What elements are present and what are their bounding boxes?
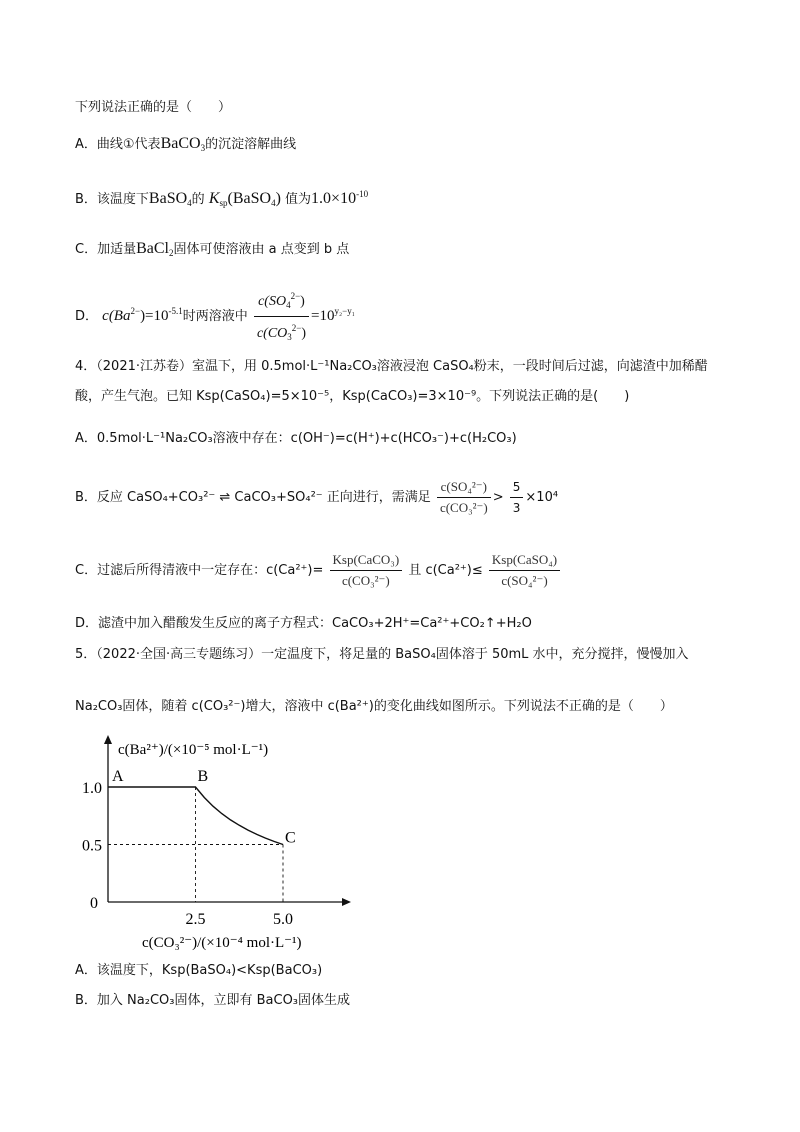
ratio-denominator xyxy=(254,317,309,348)
q4c-num2: Ksp(CaSO₄) xyxy=(489,550,560,571)
conc-sup: 2− xyxy=(130,306,141,316)
option-d-text: D． xyxy=(75,309,99,324)
question-prompt xyxy=(75,99,231,117)
option-c-post: 固体可使溶液由 a 点变到 b 点 xyxy=(173,242,350,257)
option-b xyxy=(75,185,368,212)
formula-text: BaCO xyxy=(160,135,201,152)
option-b-mid: 的 xyxy=(191,192,205,207)
ratio-value xyxy=(311,308,355,324)
den-sub: 3 xyxy=(287,332,292,342)
option-b-valpre: 值为 xyxy=(285,192,312,207)
formula-baso4 xyxy=(149,190,192,207)
q5-line2 xyxy=(75,698,673,716)
prompt-text: 下列说法正确的是（ ） xyxy=(75,100,232,115)
den-close: ) xyxy=(301,326,307,341)
q4-option-c xyxy=(75,550,562,591)
q5-option-b xyxy=(75,992,350,1010)
q4-option-b-text: B．反应 CaSO₄+CO₃²⁻ ⇌ CaCO₃+SO₄²⁻ 正向进行，需满足 xyxy=(75,490,431,505)
y-axis-arrow xyxy=(104,735,112,744)
formula-sub: 3 xyxy=(200,143,206,153)
y-tick-label: 1.0 xyxy=(82,780,102,797)
q4b-numerator: c(SO₄²⁻) xyxy=(437,477,491,498)
q5-option-a-text: A．该温度下，Ksp(BaSO₄)<Ksp(BaCO₃) xyxy=(75,963,323,978)
option-d-mid: 时两溶液中 xyxy=(182,309,248,324)
ksp-expression xyxy=(209,190,281,207)
q5-line2-text: Na₂CO₃固体，随着 c(CO₃²⁻)增大，溶液中 c(Ba²⁺)的变化曲线如图所示。下列说法不正确的是（ ） xyxy=(75,699,673,714)
q5-option-a xyxy=(75,962,322,980)
ksp-paren-close: ) xyxy=(275,190,281,207)
option-a-post: 的沉淀溶解曲线 xyxy=(205,137,297,152)
q5-line1 xyxy=(75,646,689,664)
conc-text: c(Ba xyxy=(102,308,131,324)
x-axis-title: c(CO₃²⁻)/(×10⁻⁴ mol·L⁻¹) xyxy=(142,935,302,951)
formula-baco3 xyxy=(161,135,206,152)
q4b-five-thirds xyxy=(510,477,524,518)
formula-text: BaCl xyxy=(136,240,169,257)
q4b-fden: 3 xyxy=(512,501,521,515)
q5-option-b-text: B．加入 Na₂CO₃固体，立即有 BaCO₃固体生成 xyxy=(75,993,351,1008)
q4-option-a-text: A．0.5mol·L⁻¹Na₂CO₃溶液中存在：c(OH⁻)=c(H⁺)+c(HCO₃⁻)+c(H₂CO₃) xyxy=(75,431,517,446)
q4-option-c-text: C．过滤后所得清液中一定存在：c(Ca²⁺)= xyxy=(75,563,324,578)
q4c-fraction-2 xyxy=(489,550,560,591)
den-sup: 2− xyxy=(291,323,302,333)
q4-option-d xyxy=(75,615,532,633)
option-a-text: A．曲线①代表 xyxy=(75,137,161,152)
q4-option-b xyxy=(75,477,558,518)
formula-sub: 2 xyxy=(168,248,174,258)
option-d xyxy=(75,285,355,348)
eq-exp: y₂−y₁ xyxy=(334,306,355,316)
conc-close: )=10 xyxy=(140,308,169,324)
q4c-mid: 且 c(Ca²⁺)≤ xyxy=(408,563,483,578)
ksp-paren-sub: 4 xyxy=(271,198,276,208)
option-b-text: B．该温度下 xyxy=(75,192,149,207)
q4-line2-text: 酸，产生气泡。已知 Ksp(CaSO₄)=5×10⁻⁵，Ksp(CaCO₃)=3×10⁻⁹。下列说法正确的是( ) xyxy=(75,389,630,404)
q4b-fnum: 5 xyxy=(510,477,524,498)
q4-option-d-text: D．滤渣中加入醋酸发生反应的离子方程式：CaCO₃+2H⁺=Ca²⁺+CO₂↑+H₂O xyxy=(75,616,532,631)
num-sup: 2− xyxy=(290,291,301,301)
formula-text: BaSO xyxy=(148,190,188,207)
value-exp: -10 xyxy=(356,189,369,199)
k-symbol: K xyxy=(208,190,220,207)
q4c-fraction-1 xyxy=(330,550,403,591)
ratio-numerator xyxy=(254,285,309,317)
ba-concentration xyxy=(102,308,183,324)
q4-line1-text: 4．（2021·江苏卷）室温下，用 0.5mol·L⁻¹Na₂CO₃溶液浸泡 CaSO₄粉末，一段时间后过滤，向滤渣中加稀醋 xyxy=(75,359,708,374)
ksp-value xyxy=(311,190,368,207)
option-a xyxy=(75,135,296,157)
option-c-text: C．加适量 xyxy=(75,242,137,257)
point-label-a: A xyxy=(112,768,124,785)
value-text: 1.0×10 xyxy=(311,190,357,207)
q4c-num1: Ksp(CaCO₃) xyxy=(330,550,403,571)
q4c-den2: c(SO₄²⁻) xyxy=(501,573,548,588)
ksp-paren: (BaSO xyxy=(227,190,272,207)
option-c xyxy=(75,240,349,262)
point-label-c: C xyxy=(285,829,296,847)
q4b-fraction xyxy=(437,477,491,518)
eq-text: =10 xyxy=(311,308,335,324)
point-label-b: B xyxy=(197,768,209,785)
q4b-denominator: c(CO₃²⁻) xyxy=(439,500,488,515)
ba-concentration-chart xyxy=(70,730,370,955)
q4b-post: ×10⁴ xyxy=(525,490,559,505)
formula-bacl2 xyxy=(136,240,173,257)
num-sub: 4 xyxy=(286,300,291,310)
num-text: c(SO xyxy=(258,294,287,309)
x-axis-arrow xyxy=(342,898,351,906)
num-close: ) xyxy=(300,294,305,309)
q4b-compare: > xyxy=(492,490,504,505)
formula-sub: 4 xyxy=(187,198,192,208)
den-text: c(CO xyxy=(256,326,288,341)
q4c-den1: c(CO₃²⁻) xyxy=(341,573,390,588)
conc-exp: -5.1 xyxy=(168,306,183,316)
y-axis-title: c(Ba²⁺)/(×10⁻⁵ mol·L⁻¹) xyxy=(118,742,269,758)
ratio-fraction xyxy=(254,285,309,348)
k-sub: sp xyxy=(219,198,228,208)
y-tick-label: 0.5 xyxy=(82,837,102,855)
q5-line1-text: 5．（2022·全国·高三专题练习）一定温度下，将足量的 BaSO₄固体溶于 50mL 水中，充分搅拌，慢慢加入 xyxy=(75,647,689,662)
q4-line1 xyxy=(75,358,708,376)
x-tick-label: 5.0 xyxy=(273,911,293,928)
q4-line2 xyxy=(75,388,629,406)
origin-label: 0 xyxy=(90,895,98,912)
q4-option-a xyxy=(75,430,517,448)
x-tick-label: 2.5 xyxy=(185,911,206,928)
